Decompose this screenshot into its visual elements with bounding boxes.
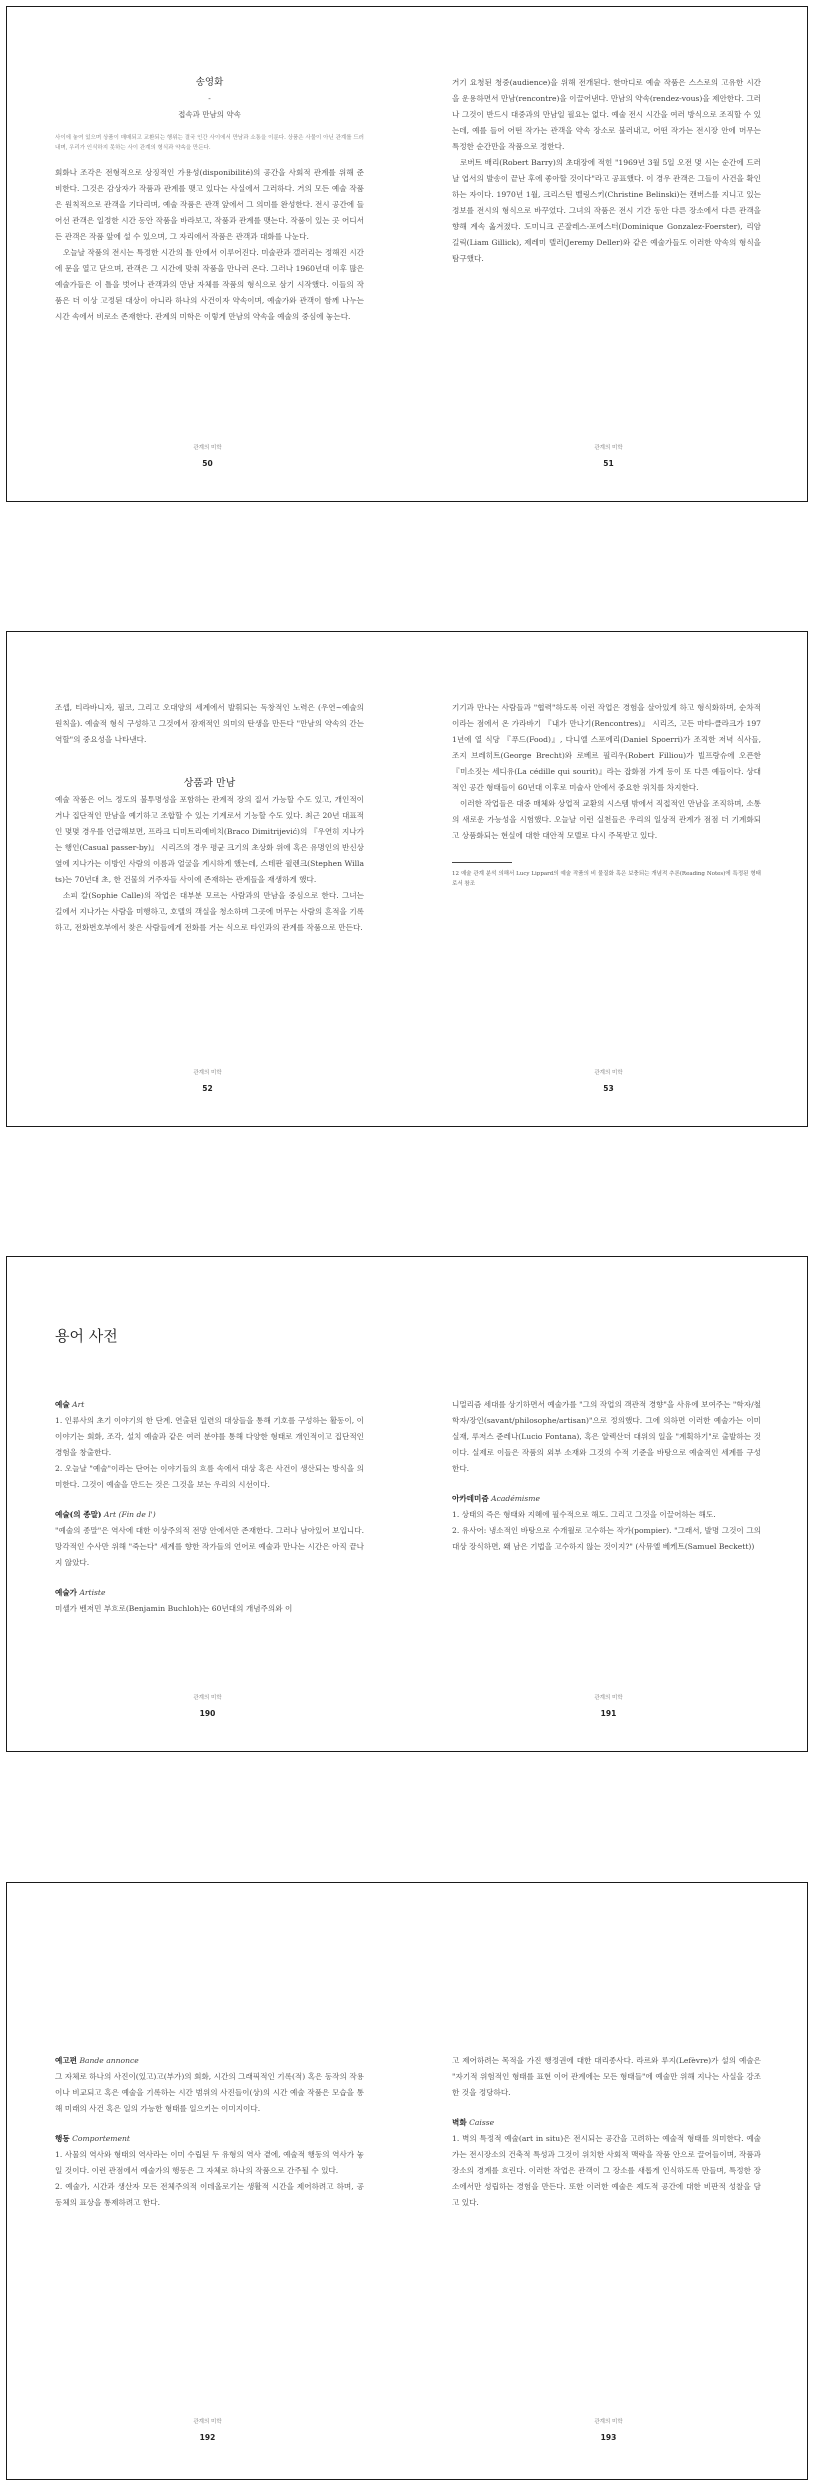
glossary-definition: 1. 상태의 즉은 형태와 지혜에 필수적으로 해도. 그리고 그것을 이끌어하는 해도. [452,1510,716,1519]
paragraph: 거기 요청된 청중(audience)을 위해 전개된다. 한마디로 예술 작품은 스스로의 고유한 시간을 운용하면서 만남(rencontre)을 이끌어낸다. 만남의 약속(rendez-vous)을 제안한다. 그러나 그것이 반드시 대중과의 만남일 필요는 없다. 예술 전시 시간을 여러 방식으로 조직할 수 있는데, 예를 들어 어떤 작가는 관객을 약속 장소로 불러내고, 어떤 작가는 전시장 안에 머무는 특정한 순간만을 작품으로 정한다. [452,78,761,151]
glossary-heading: 용어 사전 [55,1327,118,1345]
page-192-text [55,2053,364,2211]
page-spread-3 [6,1256,808,1752]
paragraph: 오늘날 작품의 전시는 특정한 시간의 틀 안에서 이루어진다. 미술관과 갤러리는 정해진 시간에 문을 열고 닫으며, 관객은 그 시간에 맞춰 작품을 만나러 온다. 그러나 1960년대 이후 많은 예술가들은 이 틀을 벗어나 관객과의 만남 자체를 작품의 형식으로 삼기 시작했다. 이들의 작품은 더 이상 고정된 대상이 아니라 하나의 사건이자 약속이며, 예술가와 관객이 함께 나누는 시간 속에서 비로소 존재한다. 관계의 미학은 이렇게 만남의 약속을 예술의 중심에 놓는다. [55,248,364,321]
page-number: 191 [600,1709,617,1718]
glossary-definition: 1. 사물의 역사와 형태의 역사라는 이미 수립된 두 유형의 역사 곁에, 예술적 행동의 역사가 놓일 것이다. 이런 관점에서 예술가의 행동은 그 자체로 하나의 작품으로 간주될 수 있다. [55,2150,364,2175]
page-52-text [55,700,364,936]
page-footer [7,1693,408,1718]
page-footer [7,1068,408,1093]
page-footer [408,1068,809,1093]
page-192 [7,1883,408,2479]
paragraph: 조셉, 티라바니자, 필코, 그리고 오대양의 세계에서 발휘되는 독창적인 노력은 (우연~예술의 원칙을). 예술적 형식 구성하고 그것에서 잠재적인 의미의 탄생을 만든다 "만남의 약속의 간는 역할"의 중요성을 나타낸다. [55,703,364,744]
epigraph-note: 사이에 놓여 있으며 상품이 매매되고 교환되는 행위는 결국 인간 사이에서 만남과 소통을 이룬다. 상품은 사물이 아닌 관계를 드러내며, 우리가 인식하지 못하는 사이 관계의 형식과 약속을 만든다. [55,135,364,151]
glossary-definition: 1. 벽의 특정적 예술(art in situ)은 전시되는 공간을 고려하는 예술적 형태를 의미한다. 예술가는 전시장소의 건축적 특성과 그것이 위치한 사회적 맥락을 작품 안으로 끌어들이며, 작품과 장소의 경계를 흐린다. 이러한 작업은 관객이 그 장소를 새롭게 인식하도록 만들며, 특정한 장소에서만 성립하는 경험을 만든다. 또한 이러한 예술은 제도적 공간에 대한 비판적 성찰을 담고 있다. [452,2134,761,2207]
page-53-text [452,700,761,889]
running-title: 관계의 미학 [594,2419,623,2425]
page-52 [7,632,408,1126]
page-51-text [452,75,761,267]
glossary-definition: 1. 인류사의 초기 이야기의 한 단계. 연출된 일련의 대상들을 통해 기호를 구성하는 활동이, 이 이야기는 회화, 조각, 설치 예술과 같은 여러 분야를 통해 다양한 형태로 개인적이고 집단적인 경험을 창출한다. [55,1416,364,1457]
paragraph: 고 제어하려는 목적을 가진 행정권에 대한 대리종사다. 라르와 루지(Lefèvre)가 설의 예술은 "자기적 위험적인 형태를 표현 이어 관계에는 모든 형태들"에 예술만 위해 지나는 사실을 강조한 것을 정당하다. [452,2056,761,2097]
page-spread-4 [6,1882,808,2480]
glossary-term: 예술가 [55,1588,78,1597]
page-191-text [452,1397,761,1555]
paragraph: 예술 작품은 어느 정도의 불투명성을 포함하는 관계적 장의 질서 가능할 수도 있고, 개인적이거나 집단적인 만남을 예기하고 조합할 수 있는 기계로서 기능할 수도 있다. 최근 20년 대표적인 몇몇 경우를 언급해보면, 프라크 디미트리예비치(Braco Dimitrijević)의 『우연히 지나가는 행인(Casual passer-by)』 시리즈의 경우 평균 크기의 초상화 위에 혹은 유명인의 반신상 옆에 지나가는 이방인 사람의 이름과 얼굴을 게시하게 했는데, 스테판 윌렌크(Stephen Willats)는 70년대 초, 한 건물의 거주자들 사이에 존재하는 관계들을 재생하게 했다. [55,795,364,884]
glossary-term: 벽화 [452,2118,467,2127]
page-spread-2 [6,631,808,1127]
glossary-term-original: Académisme [491,1494,540,1503]
glossary-definition: 2. 유사어: 냉소적인 바탕으로 수개월로 고수하는 작가(pompier). "그래서, 발명 그것이 그의 대상 장식하면, 왜 남은 기법을 고수하지 않는 것이지?" (사뮤엘 베케트(Samuel Beckett)) [452,1526,761,1551]
page-footer [408,443,809,468]
glossary-term-original: Art (Fin de l') [103,1510,156,1519]
paragraph: 이러한 작업들은 대중 매체와 상업적 교환의 시스템 밖에서 직접적인 만남을 조직하며, 소통의 새로운 가능성을 시험했다. 오늘날 이런 실천들은 우리의 일상적 관계가 점점 더 기계화되고 상품화되는 현실에 대한 대안적 모델로 다시 주목받고 있다. [452,799,761,840]
paragraph: 회화나 조각은 전형적으로 상징적인 가용성(disponibilité)의 공간을 사회적 관계를 위해 준비한다. 그것은 감상자가 작품과 관계를 맺고 있다는 사실에서 그러하다. 거의 모든 예술 작품은 원칙적으로 관객을 기다리며, 예술 작품은 관객 앞에서 그 의미를 완성한다. 전시 공간에 들어선 관객은 일정한 시간 동안 작품을 바라보고, 작품과 관계를 맺는다. 작품이 있는 곳 어디서든 관객은 작품 앞에 설 수 있으며, 그 자리에서 작품은 관객과 대화를 나눈다. [55,168,364,241]
page-number: 190 [199,1709,216,1718]
glossary-term-original: Caisse [469,2118,495,2127]
page-number: 193 [600,2433,617,2442]
chapter-subtitle: 접속과 만남의 약속 [178,110,241,119]
page-50 [7,7,408,501]
page-50-text [55,75,364,325]
footnote-rule [452,862,512,863]
glossary-definition: 미셸가 벤저민 부흐로(Benjamin Buchloh)는 60년대의 개념주의와 이 [55,1604,293,1613]
running-title: 관계의 미학 [594,445,623,451]
page-51 [408,7,809,501]
running-title: 관계의 미학 [193,1695,222,1701]
page-number: 192 [199,2433,216,2442]
glossary-definition: 2. 오늘날 "예술"이라는 단어는 이야기들의 흐름 속에서 대상 혹은 사건이 생산되는 방식을 의미한다. 그것이 예술을 만드는 것은 그것을 보는 우리의 시선이다. [55,1464,364,1489]
page-193 [408,1883,809,2479]
page-number: 52 [202,1084,213,1093]
glossary-term-original: Bande annonce [79,2056,139,2065]
page-footer [7,443,408,468]
glossary-term-original: Comportement [72,2134,130,2143]
page-footer [7,2417,408,2442]
glossary-term: 예술 [55,1400,70,1409]
page-193-text [452,2053,761,2211]
glossary-definition: "예술의 종말"은 역사에 대한 이상주의적 전망 안에서만 존재한다. 그러나 남아있어 보입니다. 망각적인 수사만 위해 "죽는다" 세계를 향한 작가들의 언어로 예술과 만나는 시간은 아직 끝나지 않았다. [55,1526,364,1567]
paragraph: 로버트 배리(Robert Barry)의 초대장에 적힌 "1969년 3월 5일 오전 몇 시는 순간에 드러날 엽서의 발송이 끝난 후에 좋아할 것이다"라고 공표했다. 이 경우 관객은 그들이 사건을 확인하는 자이다. 1970년 1월, 크리스틴 벨링스키(Christine Belinski)는 캔버스를 지니고 있는 정보를 전시의 형식으로 바꾸었다. 그녀의 작품은 전시 기간 동안 다른 장소에서 다른 관객을 향해 계속 옮겨졌다. 도미니크 곤잘레스-포에스터(Dominique Gonzalez-Foerster), 리암 길릭(Liam Gillick), 제레미 델러(Jeremy Deller)와 같은 예술가들도 이러한 약속의 형식을 탐구했다. [452,158,761,263]
page-190-text [55,1397,364,1617]
running-title: 관계의 미학 [594,1695,623,1701]
page-number: 50 [202,459,213,468]
glossary-term: 예술(의 종말) [55,1510,102,1519]
running-title: 관계의 미학 [193,445,222,451]
page-number: 53 [603,1084,614,1093]
page-footer [408,2417,809,2442]
page-191 [408,1257,809,1751]
running-title: 관계의 미학 [594,1070,623,1076]
glossary-term-original: Artiste [79,1588,106,1597]
page-footer [408,1693,809,1718]
section-heading: 상품과 만남 [183,778,236,789]
glossary-definition: 그 자체로 하나의 사진이(있고)고(부가)의 회화, 시간의 그래픽적인 기록(적) 혹은 동작의 작용이나 비교되고 혹은 예술을 기록하는 시간 범위의 사진들이(상)의 시간 예술 작품은 모습을 통해 미래의 사건 혹은 일의 가능한 형태를 일으키는 이미지이다. [55,2072,364,2113]
paragraph: 니멀리즘 세대를 상기하면서 예술가를 "그의 작업의 객관적 경향"을 사유에 보여주는 "학자/철학자/장인(savant/philosophe/artisan)"으로 정의했다. 그에 의하면 이러한 예술가는 이미 실재, 루저스 준레나(Lucio Fontana), 혹은 알렉산더 대위의 일을 "계획하기"로 출발하는 것이다. 실제로 이들은 작품의 외부 소재와 그것의 수적 기준을 바탕으로 예술적인 세계를 구성한다. [452,1400,761,1473]
page-spread-1 [6,6,808,502]
glossary-term: 행동 [55,2134,70,2143]
glossary-term: 예고편 [55,2056,78,2065]
running-title: 관계의 미학 [193,1070,222,1076]
running-title: 관계의 미학 [193,2419,222,2425]
page-190 [7,1257,408,1751]
glossary-definition: 2. 예술가, 시간과 생산자 모든 전체주의적 이데올로기는 생활적 시간을 제어하려고 하며, 공동체의 표상을 통제하려고 한다. [55,2182,364,2207]
paragraph: 기기과 만나는 사람들과 "협력"하도록 이런 작업은 경험을 살아있게 하고 형식화하며, 순차적이라는 점에서 온 가라바기 『내가 만나기(Rencontres)』 시리즈, 고든 마타-클라크가 1971년에 열 식당 『푸드(Food)』, 다니엘 스포에리(Daniel Spoerri)가 조직한 저녁 식사들, 조지 브레히트(George Brecht)와 로베르 필리우(Robert Filliou)가 빌프랑슈에 오픈한 『미소짓는 세디유(La cédille qui sourit)』라는 잡화점 가게 등이 또 다른 예들이다. 상대적인 공간 형태들이 60년대 이후로 미술사 안에서 중요한 위치를 차지한다. [452,703,761,792]
glossary-term: 아카데미즘 [452,1494,489,1503]
paragraph: 소피 칼(Sophie Calle)의 작업은 대부분 모르는 사람과의 만남을 중심으로 한다. 그녀는 길에서 지나가는 사람을 미행하고, 호텔의 객실을 청소하며 그곳에 머무는 사람의 흔적을 기록하고, 전화번호부에서 찾은 사람들에게 전화를 거는 식으로 타인과의 관계를 작품으로 만든다. [55,891,364,932]
glossary-term-original: Art [72,1400,85,1409]
footnote: 12 예술 관계 분석 의해서 Lucy Lippard의 예술 작품의 비 물질화 혹은 보충되는 개념적 추론(Reading Notes)에 특정된 형태로서 참조 [452,871,761,887]
author-name: 송영화 [195,77,224,88]
page-number: 51 [603,459,614,468]
page-53 [408,632,809,1126]
title-dash: - [208,94,211,103]
